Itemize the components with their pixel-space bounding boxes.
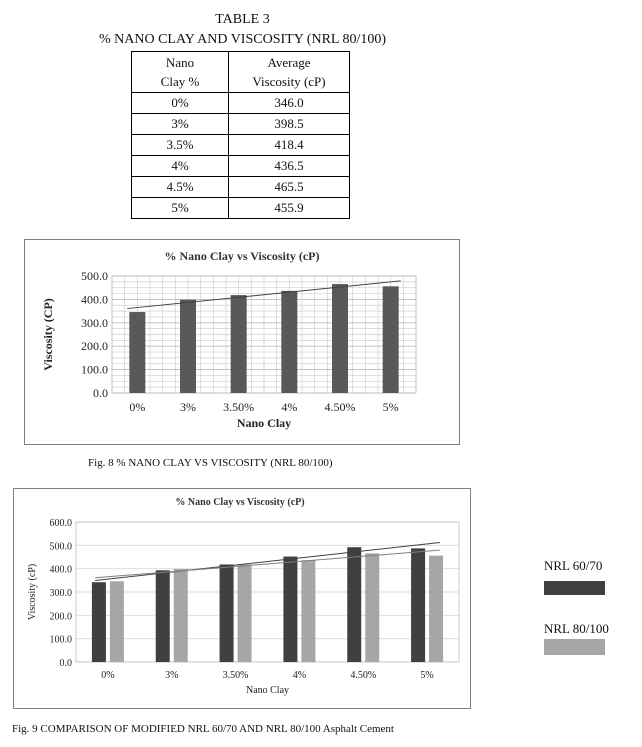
bar bbox=[238, 564, 252, 662]
fig8-caption: Fig. 8 % NANO CLAY VS VISCOSITY (NRL 80/100) bbox=[88, 457, 333, 469]
y-tick-label: 200.0 bbox=[81, 339, 108, 354]
x-tick-label: 5% bbox=[420, 670, 434, 681]
bar bbox=[129, 312, 145, 393]
y-axis-label: Viscosity (CP) bbox=[41, 298, 55, 371]
viscosity-cell: 436.5 bbox=[229, 156, 350, 177]
x-tick-label: 3.50% bbox=[223, 400, 255, 414]
x-axis-label: Nano Clay bbox=[236, 416, 292, 430]
legend-label-nrl-60-70: NRL 60/70 bbox=[544, 558, 603, 573]
x-tick-label: 4.50% bbox=[350, 670, 377, 681]
viscosity-cell: 418.4 bbox=[229, 135, 350, 156]
bar bbox=[231, 295, 247, 393]
y-tick-label: 500.0 bbox=[81, 269, 108, 283]
x-tick-label: 0% bbox=[129, 400, 146, 414]
viscosity-cell: 455.9 bbox=[229, 198, 350, 219]
x-tick-label: 3% bbox=[180, 400, 196, 414]
fig9-caption: Fig. 9 COMPARISON OF MODIFIED NRL 60/70 AND NRL 80/100 Asphalt Cement bbox=[12, 723, 394, 735]
chart-title: % Nano Clay vs Viscosity (cP) bbox=[164, 249, 320, 263]
y-tick-label: 200.0 bbox=[49, 611, 72, 623]
viscosity-cell: 346.0 bbox=[229, 93, 350, 114]
bar bbox=[383, 286, 399, 393]
legend-label-nrl-80-100: NRL 80/100 bbox=[544, 621, 609, 636]
x-tick-label: 0% bbox=[101, 670, 115, 681]
nano-clay-cell: 4.5% bbox=[132, 177, 229, 198]
x-tick-label: 3% bbox=[165, 670, 179, 681]
header-line: Average bbox=[267, 55, 311, 70]
header-line: Nano bbox=[165, 55, 195, 70]
nano-clay-cell: 3% bbox=[132, 114, 229, 135]
bar bbox=[92, 582, 106, 662]
y-tick-label: 300.0 bbox=[81, 315, 108, 330]
y-tick-label: 100.0 bbox=[81, 362, 108, 377]
bar bbox=[301, 560, 315, 662]
bar bbox=[429, 556, 443, 662]
nano-clay-cell: 0% bbox=[132, 93, 229, 114]
x-tick-label: 4.50% bbox=[324, 400, 356, 414]
table-row bbox=[132, 198, 350, 219]
nano-clay-cell: 5% bbox=[132, 198, 229, 219]
x-tick-label: 4% bbox=[281, 400, 298, 414]
y-tick-label: 0.0 bbox=[59, 658, 72, 669]
chart-fig8 bbox=[24, 239, 460, 445]
x-tick-label: 4% bbox=[292, 670, 307, 681]
x-tick-label: 3.50% bbox=[222, 670, 249, 681]
bar bbox=[332, 284, 348, 393]
legend-swatch-nrl-80-100 bbox=[544, 639, 605, 655]
bar bbox=[411, 548, 425, 662]
table-title: TABLE 3 bbox=[215, 12, 270, 27]
chart-title: % Nano Clay vs Viscosity (cP) bbox=[175, 497, 305, 508]
bar bbox=[220, 564, 234, 662]
y-tick-label: 500.0 bbox=[49, 541, 72, 553]
table-row bbox=[132, 93, 350, 114]
bar bbox=[283, 557, 297, 662]
bar bbox=[365, 553, 379, 662]
bar bbox=[110, 581, 124, 662]
bar bbox=[156, 570, 170, 662]
nano-clay-cell: 4% bbox=[132, 156, 229, 177]
header-line: Clay % bbox=[160, 74, 200, 89]
header-line: Viscosity (cP) bbox=[252, 74, 326, 89]
y-tick-label: 400.0 bbox=[49, 564, 72, 576]
chart-fig9 bbox=[13, 488, 471, 709]
table-header-nano-clay bbox=[132, 52, 229, 93]
viscosity-table bbox=[131, 51, 350, 219]
bar bbox=[347, 547, 361, 662]
bar bbox=[281, 291, 297, 393]
viscosity-cell: 398.5 bbox=[229, 114, 350, 135]
table-row bbox=[132, 114, 350, 135]
y-tick-label: 100.0 bbox=[49, 634, 72, 646]
table-row bbox=[132, 135, 350, 156]
y-tick-label: 300.0 bbox=[49, 588, 72, 599]
x-tick-label: 5% bbox=[382, 400, 399, 414]
table-row bbox=[132, 177, 350, 198]
table-row bbox=[132, 156, 350, 177]
table-header-viscosity bbox=[229, 52, 350, 93]
y-tick-label: 0.0 bbox=[93, 386, 108, 400]
table-subtitle: % NANO CLAY AND VISCOSITY (NRL 80/100) bbox=[98, 32, 386, 47]
y-tick-label: 600.0 bbox=[49, 518, 72, 529]
bar bbox=[174, 569, 188, 662]
nano-clay-cell: 3.5% bbox=[132, 135, 229, 156]
y-axis-label: Viscosity (cP) bbox=[27, 563, 38, 621]
viscosity-cell: 465.5 bbox=[229, 177, 350, 198]
y-tick-label: 400.0 bbox=[81, 292, 108, 307]
x-axis-label: Nano Clay bbox=[245, 685, 290, 696]
legend-swatch-nrl-60-70 bbox=[544, 581, 605, 595]
bar bbox=[180, 300, 196, 393]
